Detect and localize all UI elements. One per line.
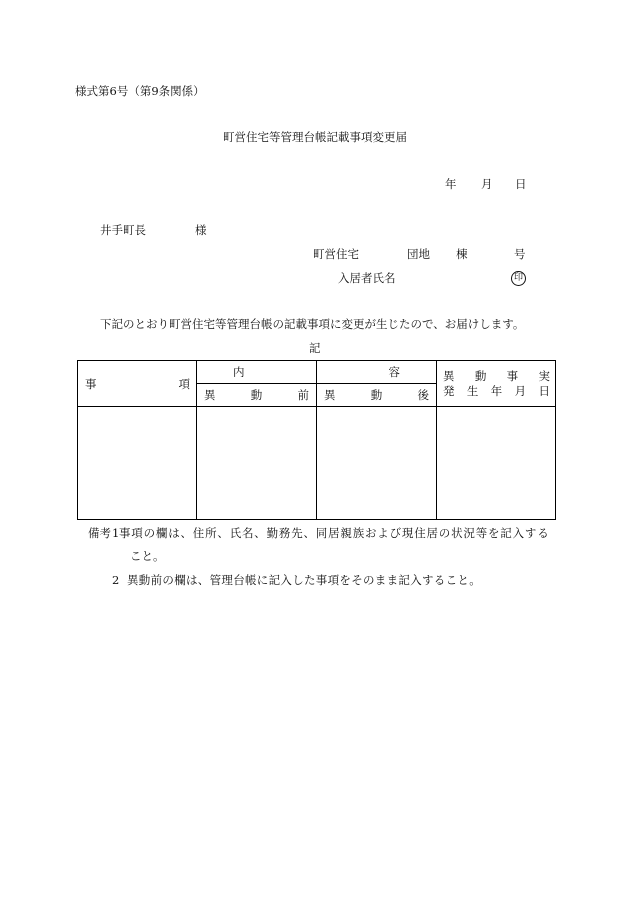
fact-header-char: 異 (443, 368, 455, 383)
before-header-char: 動 (250, 388, 263, 402)
fact-header-char: 生 (466, 383, 479, 398)
note-text: こと。 (130, 549, 165, 563)
fact-header-char: 年 (490, 383, 503, 398)
note-text: 事項の欄は、住所、氏名、勤務先、同居親族および現住居の状況等を記入する (119, 526, 550, 540)
fact-header-char: 発 (443, 383, 455, 398)
note-text: 異動前の欄は、管理台帳に記入した事項をそのまま記入すること。 (127, 573, 481, 587)
before-header-char: 異 (204, 388, 216, 402)
before-change-header (197, 384, 316, 406)
after-header-char: 動 (370, 388, 383, 402)
unit-label: 号 (514, 247, 526, 261)
ki-label: 記 (309, 341, 321, 355)
building-label: 棟 (456, 247, 468, 261)
change-date-header-line1 (443, 369, 550, 384)
form-number: 様式第6号（第9条関係） (75, 84, 205, 98)
resident-name-label: 入居者氏名 (338, 271, 396, 285)
change-table (77, 360, 556, 520)
before-header-char: 前 (297, 388, 309, 402)
addressee-name: 井手町長 (100, 223, 146, 237)
addressee-honorific: 様 (195, 223, 207, 237)
fact-header-char: 日 (538, 383, 550, 398)
danchi-label: 団地 (407, 247, 430, 261)
statement-text: 下記のとおり町営住宅等管理台帳の記載事項に変更が生じたので、お届けします。 (100, 317, 525, 331)
note-number: 2 (112, 573, 120, 587)
fact-header-char: 事 (506, 368, 519, 383)
item-header (78, 361, 196, 406)
content-header-char: 内 (233, 365, 245, 379)
note-number: 1 (112, 526, 120, 540)
date-month-label: 月 (481, 177, 493, 191)
fact-header-char: 月 (514, 383, 527, 398)
fact-header-char: 実 (538, 368, 550, 383)
content-header (197, 361, 436, 383)
item-header-char: 事 (85, 376, 97, 391)
after-header-char: 後 (417, 388, 429, 402)
date-day-label: 日 (515, 177, 527, 191)
residence-label: 町営住宅 (313, 247, 359, 261)
document-title: 町営住宅等管理台帳記載事項変更届 (223, 130, 407, 144)
fact-header-char: 動 (474, 368, 487, 383)
after-change-header (317, 384, 436, 406)
item-header-char: 項 (178, 376, 190, 391)
date-year-label: 年 (445, 177, 457, 191)
notes-label: 備考 (88, 526, 111, 540)
item-cell (78, 407, 196, 519)
after-change-cell (317, 407, 436, 519)
content-header-char: 容 (388, 365, 400, 379)
change-date-header (437, 361, 555, 406)
change-date-cell (437, 407, 555, 519)
after-header-char: 異 (324, 388, 336, 402)
seal-mark: 印 (511, 271, 526, 286)
change-date-header-line2 (443, 384, 550, 399)
before-change-cell (197, 407, 316, 519)
